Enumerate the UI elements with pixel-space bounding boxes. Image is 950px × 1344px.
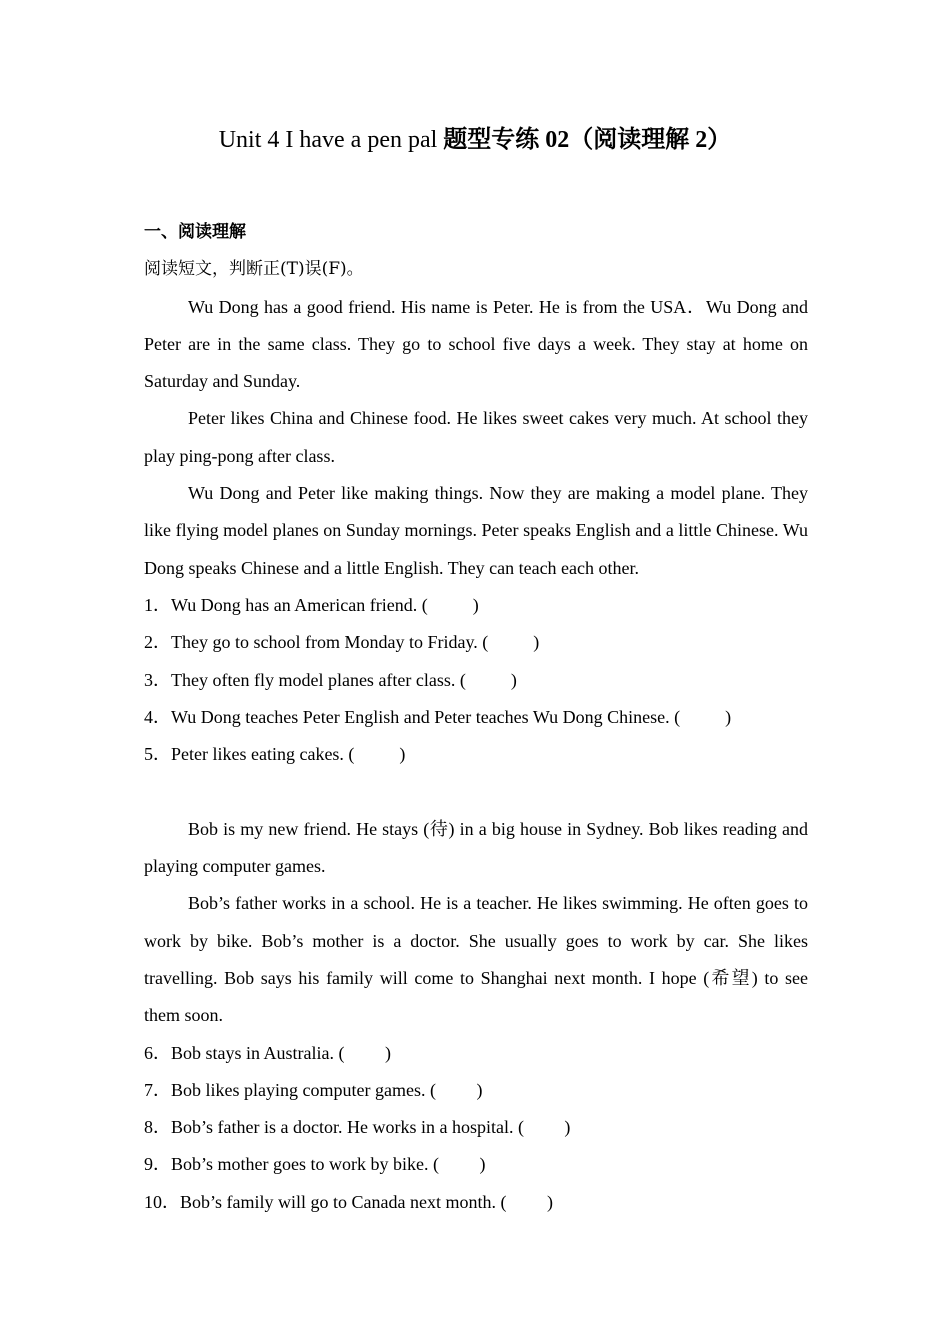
question-2: 2．They go to school from Monday to Friday. ( )	[144, 632, 540, 653]
title-prefix: Unit 4 I have a pen pal	[218, 127, 444, 153]
question-7: 7．Bob likes playing computer games. ( )	[144, 1079, 483, 1100]
question-1: 1．Wu Dong has an American friend. ( )	[144, 594, 479, 615]
passage-1-paragraph-3: Wu Dong and Peter like making things. Now they are making a model plane. They like flying model planes on Sunday mornings. Peter speaks English and a little Chinese. Wu Dong speaks Chinese and a little English. They can teach each other.	[144, 483, 808, 578]
passage-1-questions	[144, 587, 808, 773]
title-bold: 题型专练 02（阅读理解 2）	[443, 127, 732, 153]
question-6: 6．Bob stays in Australia. ( )	[144, 1042, 391, 1063]
question-8: 8．Bob’s father is a doctor. He works in a hospital. ( )	[144, 1117, 571, 1138]
passage-2	[144, 811, 808, 1035]
question-3: 3．They often fly model planes after class. ( )	[144, 669, 517, 690]
passage-2-paragraph-2: Bob’s father works in a school. He is a teacher. He likes swimming. He often goes to work by bike. Bob’s mother is a doctor. She usually goes to work by car. She likes travelling. Bob says his family will come to Shanghai next month. I hope (希望) to see them soon.	[144, 893, 808, 1026]
passage-1-paragraph-1: Wu Dong has a good friend. His name is Peter. He is from the USA．Wu Dong and Peter are in the same class. They go to school five days a week. They stay at home on Saturday and Sunday.	[144, 296, 808, 392]
question-5: 5．Peter likes eating cakes. ( )	[144, 744, 406, 765]
passage-1	[144, 289, 808, 587]
section-heading: 一、阅读理解	[144, 222, 246, 242]
passage-2-questions	[144, 1035, 808, 1221]
question-10: 10．Bob’s family will go to Canada next month. ( )	[144, 1191, 553, 1212]
passage-1-paragraph-2: Peter likes China and Chinese food. He likes sweet cakes very much. At school they play ping-pong after class.	[144, 408, 808, 466]
passage-spacer	[144, 773, 808, 810]
passage-2-paragraph-1: Bob is my new friend. He stays (待) in a big house in Sydney. Bob likes reading and playing computer games.	[144, 818, 808, 877]
instruction-text: 阅读短文，判断正(T)误(F)。	[144, 259, 364, 280]
question-9: 9．Bob’s mother goes to work by bike. ( )	[144, 1154, 486, 1175]
question-4: 4．Wu Dong teaches Peter English and Peter teaches Wu Dong Chinese. ( )	[144, 706, 732, 727]
document-content	[144, 214, 808, 1221]
document-title	[0, 124, 950, 156]
